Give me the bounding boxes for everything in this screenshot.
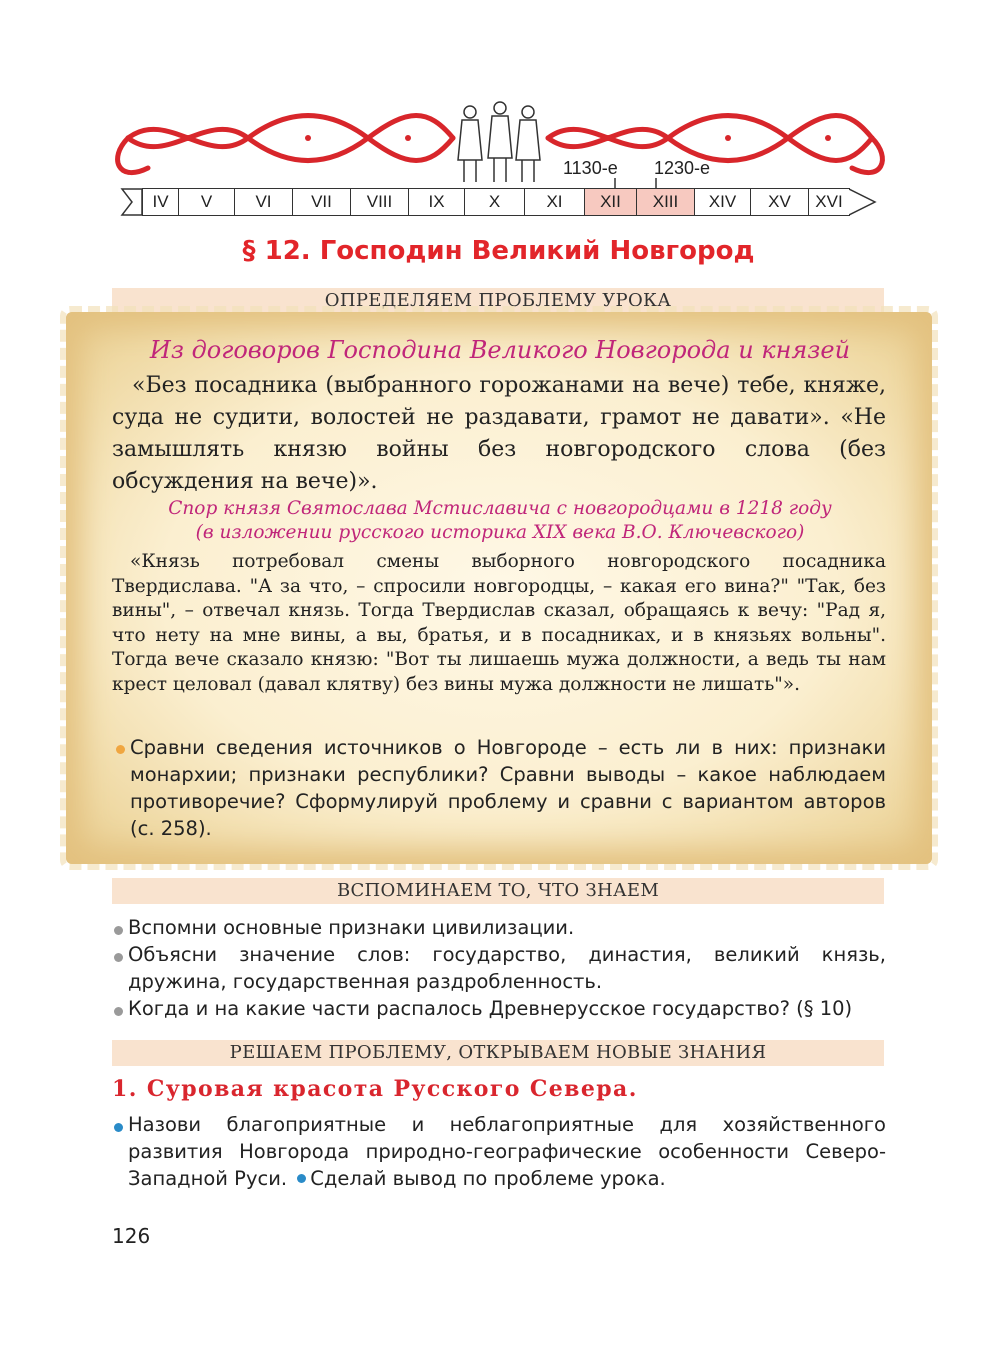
century-cell: IV [142,189,178,215]
ornament-banner [108,98,892,190]
section-band-remember: ВСПОМИНАЕМ ТО, ЧТО ЗНАЕМ [112,878,884,904]
century-cell: XI [524,189,584,215]
era-marker-1130: 1130-е [563,158,618,178]
timeline-arrow [849,188,877,216]
remember-item-1: Вспомни основные признаки цивилизации. [128,916,575,939]
figures-illustration [458,102,540,182]
century-cell: XIII [636,189,694,215]
century-cell: VII [292,189,350,215]
century-cell: VIII [350,189,408,215]
bullet-dot [116,745,125,754]
era-marker-1230: 1230-е [654,158,711,178]
bullet-dot [297,1174,306,1183]
task-block [130,734,886,842]
source2-text: «Князь потребовал смены выборного новгородского посадника Твердислава. "А за что, – спросили новгородцы, – какая его вина?" "Так, без вины", – отвечал князь. Тогда Твердислав сказал, обращаясь к вечу: "Рад я, что нету на мне вины, а вы, братья, и в посадниках, и в князьях вольны". Тогда вече сказало князю: "Вот ты лишаешь мужа должности, а ведь ты нам крест целовал (давал клятву) без вины мужа должности не лишать"». [112,551,886,695]
bullet-dot [114,953,123,962]
century-timeline [120,188,880,216]
remember-item-2: Объясни значение слов: государство, династия, великий князь, дружина, государственная раздробленность. [128,943,886,993]
section1-heading: 1. Суровая красота Русского Севера. [112,1076,638,1102]
century-cell: IX [408,189,464,215]
century-cell: XV [750,189,808,215]
source1-text: «Без посадника (выбранного горожанами на вече) тебе, княже, суда не судити, волостей не раздавати, грамот не давати». «Не замышлять князю войны без новгородского слова (без обсуждения на вече)». [112,373,886,494]
source1-title: Из договоров Господина Великого Новгорода и князей [149,336,851,364]
century-cell: X [464,189,524,215]
section1-task-a: Назови благоприятные и неблагоприятные для хозяйственного развития Новгорода природно-географические особенности Северо-Западной Руси. [128,1113,886,1190]
century-cell: V [178,189,234,215]
page-title: § 12. Господин Великий Новгород [242,236,755,266]
task-text: Сравни сведения источников о Новгороде – есть ли в них: признаки монархии; признаки республики? Сравни выводы – какое наблюдаем противоречие? Сформулируй проблему и сравни с вариантом авторов (с. 258). [130,736,886,840]
century-cells [142,188,850,216]
section-band-problem: ОПРЕДЕЛЯЕМ ПРОБЛЕМУ УРОКА [112,288,884,314]
bullet-dot [114,1123,123,1132]
section1-tasks [128,1111,886,1192]
page-number: 126 [112,1224,151,1248]
bullet-dot [114,926,123,935]
source2-block [112,550,886,697]
century-cell: XVI [808,189,850,215]
source2-title-line1: Спор князя Святослава Мстиславича с новгородцами в 1218 году [168,498,832,519]
section1-task-b: Сделай вывод по проблеме урока. [310,1167,666,1190]
bullet-dot [114,1007,123,1016]
century-cell: XIV [694,189,750,215]
section1-task-text [128,1111,886,1192]
remember-item-3: Когда и на какие части распалось Древнерусское государство? (§ 10) [128,997,853,1020]
century-cell: VI [234,189,292,215]
source2-title-line2: (в изложении русского историка XIX века В.О. Ключевского) [195,522,805,543]
century-cell: XII [584,189,636,215]
source1-block [112,370,886,498]
timeline-tail [120,188,144,216]
section-band-solve: РЕШАЕМ ПРОБЛЕМУ, ОТКРЫВАЕМ НОВЫЕ ЗНАНИЯ [112,1040,884,1066]
